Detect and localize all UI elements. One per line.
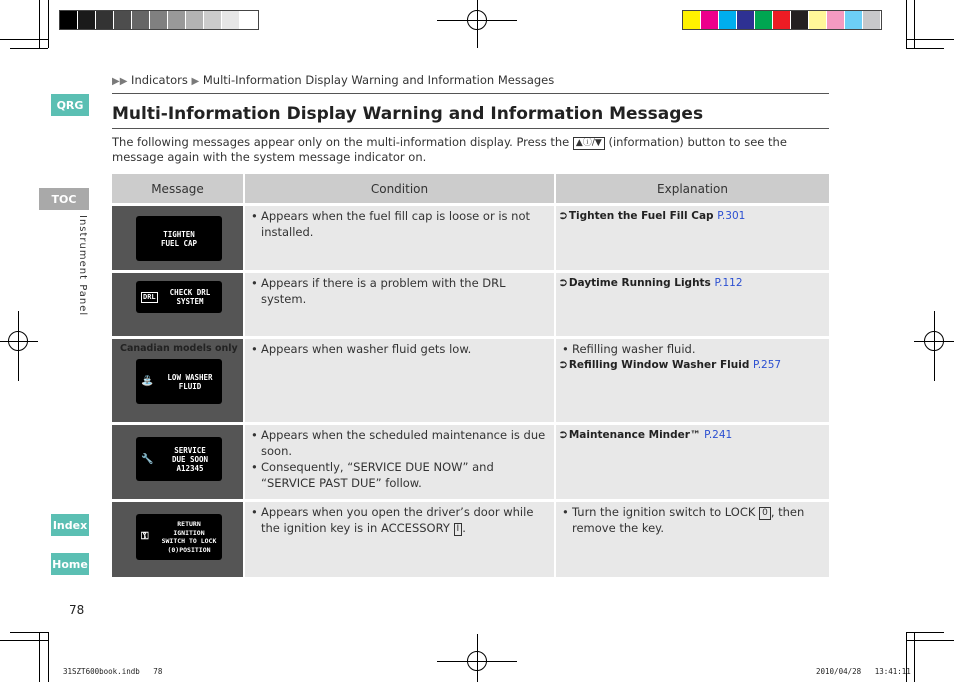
reference-arrow-icon: ⮊	[560, 212, 567, 222]
reference-label: Tighten the Fuel Fill Cap	[568, 210, 714, 222]
intro-text: The following messages appear only on the multi-information display. Press the	[112, 135, 570, 149]
color-calibration-strip	[682, 10, 882, 30]
index-tab[interactable]: Index	[51, 514, 89, 536]
column-header: Message	[112, 174, 245, 203]
color-swatch	[78, 11, 96, 29]
drl-indicator-icon: DRL	[143, 292, 156, 301]
table-row	[112, 206, 829, 270]
crop-mark	[10, 48, 48, 49]
color-swatch	[186, 11, 204, 29]
message-image-cell	[112, 502, 245, 577]
crop-mark	[914, 632, 915, 682]
qrg-tab[interactable]: QRG	[51, 94, 89, 116]
color-swatch	[60, 11, 78, 29]
table-row	[112, 273, 829, 336]
breadcrumb-parent-link[interactable]: Indicators	[131, 73, 188, 87]
condition-cell	[245, 206, 556, 270]
color-swatch	[719, 11, 737, 29]
color-swatch	[222, 11, 240, 29]
color-swatch	[168, 11, 186, 29]
color-swatch	[737, 11, 755, 29]
key-icon: ⚿	[141, 530, 149, 542]
reference-page[interactable]: P.257	[753, 359, 782, 371]
crop-mark	[906, 632, 944, 633]
explanation-cell	[556, 339, 829, 422]
cross-reference-link[interactable]	[560, 357, 821, 374]
message-table	[112, 171, 829, 580]
reference-page[interactable]: P.241	[704, 429, 733, 441]
display-message-screen	[136, 281, 222, 313]
reference-label: Daytime Running Lights	[568, 277, 711, 289]
print-footer-timestamp: 2010/04/28 13:41:11	[816, 667, 911, 676]
section-label: Instrument Panel	[77, 215, 88, 317]
crop-mark	[48, 0, 49, 48]
explanation-text: Turn the ignition switch to LOCK	[572, 505, 756, 519]
reference-page[interactable]: P.112	[714, 277, 743, 289]
breadcrumb-arrow-icon: ▶▶	[112, 76, 128, 87]
cross-reference-link[interactable]	[560, 275, 821, 292]
color-swatch	[132, 11, 150, 29]
model-note: Canadian models only	[120, 343, 238, 354]
display-message-screen	[136, 216, 222, 261]
condition-text: Appears when you open the driver’s door while the ignition key is in ACCESSORY	[261, 505, 534, 535]
condition-item	[249, 504, 546, 536]
condition-cell	[245, 339, 556, 422]
explanation-cell	[556, 425, 829, 499]
wrench-icon: 🔧	[141, 453, 154, 465]
explanation-cell	[556, 273, 829, 336]
page-title: Multi-Information Display Warning and Information Messages	[112, 104, 704, 124]
color-swatch	[863, 11, 881, 29]
crop-mark	[39, 632, 40, 682]
title-rule	[112, 128, 829, 129]
intro-text: (information) button to see the message again with the system message indicator on.	[112, 135, 787, 164]
column-header: Explanation	[556, 174, 829, 203]
cross-reference-link[interactable]	[560, 208, 821, 225]
explanation-cell	[556, 206, 829, 270]
display-message-text: LOW WASHER FLUID	[167, 372, 213, 391]
registration-line	[477, 634, 478, 682]
condition-cell	[245, 273, 556, 336]
reference-label: Maintenance Minder™	[568, 429, 701, 441]
condition-item: • Appears if there is a problem with the DRL system.	[249, 275, 546, 307]
breadcrumb-current: Multi-Information Display Warning and Information Messages	[202, 73, 555, 87]
color-swatch	[701, 11, 719, 29]
toc-tab[interactable]: TOC	[39, 188, 89, 210]
color-swatch	[114, 11, 132, 29]
color-swatch	[204, 11, 222, 29]
color-swatch	[845, 11, 863, 29]
registration-line	[477, 0, 478, 48]
page-number: 78	[69, 603, 85, 617]
color-swatch	[791, 11, 809, 29]
display-message-text: RETURN IGNITION SWITCH TO LOCK (0)POSITION	[161, 520, 217, 554]
condition-cell	[245, 502, 556, 577]
explanation-item: • Refilling washer fluid.	[560, 341, 821, 357]
crop-mark	[10, 632, 48, 633]
registration-line	[18, 311, 19, 381]
washer-icon: ⛲	[141, 376, 154, 387]
color-swatch	[809, 11, 827, 29]
color-swatch	[827, 11, 845, 29]
condition-text: .	[462, 521, 466, 535]
cross-reference-link[interactable]	[560, 427, 821, 444]
color-swatch	[773, 11, 791, 29]
crop-mark	[914, 0, 915, 48]
condition-item: • Appears when the scheduled maintenance is due soon.	[249, 427, 546, 459]
reference-arrow-icon: ⮊	[560, 431, 567, 441]
column-header: Condition	[245, 174, 556, 203]
print-footer-file: 31SZT600book.indb 78	[63, 667, 163, 676]
display-message-screen	[136, 437, 222, 481]
color-swatch	[683, 11, 701, 29]
crop-mark	[48, 632, 49, 682]
reference-page[interactable]: P.301	[717, 210, 746, 222]
grayscale-calibration-strip	[59, 10, 259, 30]
reference-arrow-icon: ⮊	[560, 361, 567, 371]
color-swatch	[150, 11, 168, 29]
explanation-cell	[556, 502, 829, 577]
explanation-item	[560, 504, 821, 536]
crop-mark	[906, 0, 907, 48]
crop-mark	[39, 0, 40, 48]
lock-position-icon: 0	[759, 507, 771, 520]
table-row	[112, 339, 829, 422]
condition-cell	[245, 425, 556, 499]
color-swatch	[755, 11, 773, 29]
title-rule	[112, 93, 829, 94]
condition-item: • Consequently, “SERVICE DUE NOW” and “SERVICE PAST DUE” follow.	[249, 459, 546, 491]
display-message-text: SERVICE DUE SOON A12345	[171, 445, 209, 473]
message-image-cell	[112, 206, 245, 270]
message-image-cell	[112, 339, 245, 422]
condition-item: • Appears when the fuel fill cap is loose or is not installed.	[249, 208, 546, 240]
table-header-row	[112, 174, 829, 203]
home-tab[interactable]: Home	[51, 553, 89, 575]
registration-line	[0, 341, 38, 342]
registration-line	[934, 311, 935, 381]
accessory-position-icon: I	[454, 523, 463, 536]
message-image-cell	[112, 425, 245, 499]
display-message-screen	[136, 514, 222, 560]
condition-item: • Appears when washer fluid gets low.	[249, 341, 546, 357]
color-swatch	[96, 11, 114, 29]
crop-mark	[906, 48, 944, 49]
crop-mark	[0, 39, 48, 40]
table-row	[112, 425, 829, 499]
message-image-cell	[112, 273, 245, 336]
reference-arrow-icon: ⮊	[560, 279, 567, 289]
intro-paragraph	[112, 135, 830, 165]
breadcrumb	[112, 73, 554, 87]
color-swatch	[240, 11, 258, 29]
info-button-icon: ▲ⓘ/▼	[573, 137, 605, 150]
display-message-text: TIGHTEN FUEL CAP	[160, 229, 198, 248]
explanation-text: , then remove the key.	[572, 505, 805, 535]
reference-label: Refilling Window Washer Fluid	[568, 359, 750, 371]
display-message-screen	[136, 359, 222, 404]
crop-mark	[0, 640, 48, 641]
display-message-text: CHECK DRL SYSTEM	[169, 288, 211, 306]
breadcrumb-arrow-icon: ▶	[191, 76, 200, 87]
table-row	[112, 502, 829, 577]
